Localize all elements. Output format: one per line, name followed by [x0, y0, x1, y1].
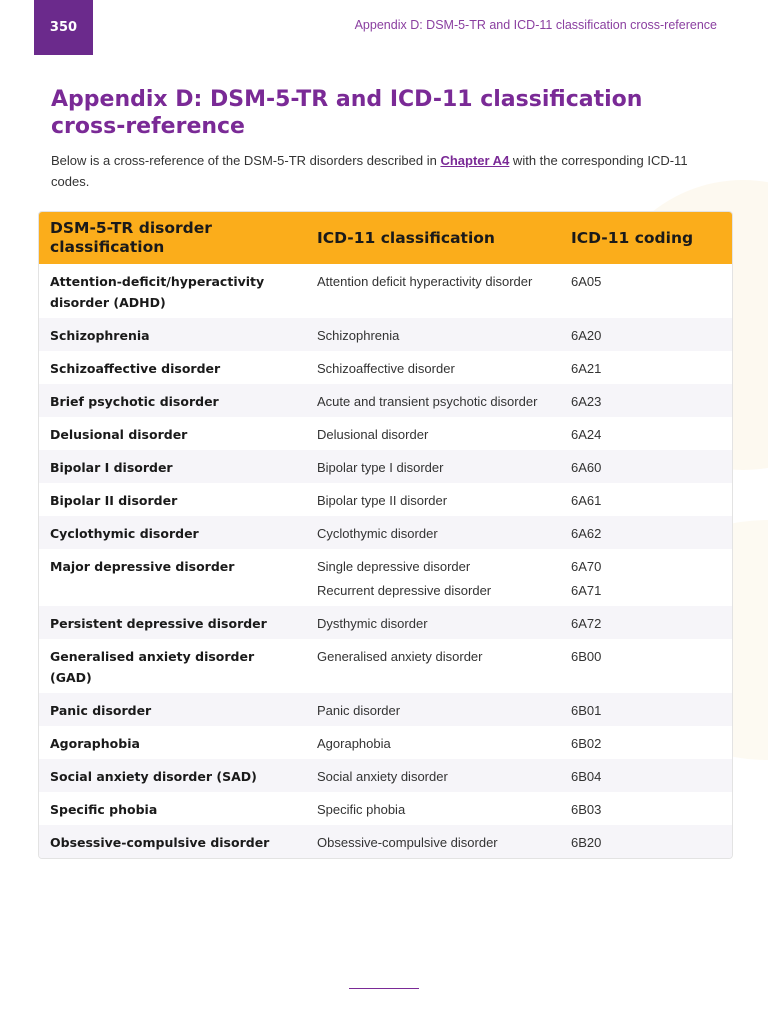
header-icd-coding: ICD-11 coding: [571, 228, 694, 247]
dsm-disorder-cell: Major depressive disorder: [50, 559, 235, 574]
icd-code-text: 6B04: [571, 769, 602, 784]
icd-classification-cell: [306, 391, 560, 412]
icd-code-cell: [560, 325, 732, 346]
icd-code-text: 6B00: [571, 649, 602, 664]
icd-classification-cell: [306, 799, 560, 820]
icd-classification-cell: [306, 646, 560, 688]
icd-classification-text: Agoraphobia: [317, 736, 391, 751]
icd-classification-text: Dysthymic disorder: [317, 616, 428, 631]
icd-classification-text: Bipolar type I disorder: [317, 460, 444, 475]
icd-classification-cell: [306, 700, 560, 721]
icd-classification-text: Single depressive disorder: [317, 559, 471, 574]
icd-classification-cell: [306, 271, 560, 313]
icd-classification-cell: [306, 766, 560, 787]
icd-classification-text: Social anxiety disorder: [317, 769, 448, 784]
table-row: [39, 759, 732, 792]
table-row: [39, 693, 732, 726]
page-number-badge: 350: [34, 0, 93, 55]
page-title: Appendix D: DSM-5-TR and ICD-11 classification cross-reference: [51, 87, 643, 139]
table-row: [39, 549, 732, 606]
dsm-disorder-cell: Bipolar I disorder: [50, 460, 173, 475]
table-row: [39, 483, 732, 516]
icd-classification-text: Acute and transient psychotic disorder: [317, 394, 538, 409]
icd-code-cell: [560, 766, 732, 787]
icd-code-text: 6A70: [571, 559, 602, 574]
icd-code-cell: [560, 490, 732, 511]
icd-classification-text: Generalised anxiety disorder: [317, 649, 483, 664]
icd-code-text: 6A71: [571, 583, 602, 598]
icd-classification-cell: [306, 556, 560, 601]
icd-code-text: 6A20: [571, 328, 602, 343]
icd-code-text: 6B02: [571, 736, 602, 751]
dsm-disorder-cell: Schizophrenia: [50, 328, 150, 343]
icd-classification-cell: [306, 523, 560, 544]
table-row: [39, 264, 732, 318]
dsm-disorder-cell: Attention-deficit/hyperactivity disorder (ADHD): [50, 274, 265, 310]
icd-code-cell: [560, 799, 732, 820]
dsm-disorder-cell: Generalised anxiety disorder (GAD): [50, 649, 255, 685]
icd-code-text: 6A72: [571, 616, 602, 631]
table-header: [39, 212, 732, 264]
icd-code-cell: [560, 457, 732, 478]
intro-text: Below is a cross-reference of the DSM-5-TR disorders described in: [51, 153, 441, 168]
icd-code-text: 6A62: [571, 526, 602, 541]
icd-classification-cell: [306, 424, 560, 445]
icd-code-text: 6B01: [571, 703, 602, 718]
icd-code-text: 6A23: [571, 394, 602, 409]
icd-code-text: 6B20: [571, 835, 602, 850]
table-row: [39, 351, 732, 384]
intro-paragraph: [51, 150, 721, 192]
table-row: [39, 606, 732, 639]
dsm-disorder-cell: Persistent depressive disorder: [50, 616, 267, 631]
dsm-disorder-cell: Specific phobia: [50, 802, 158, 817]
icd-code-cell: [560, 700, 732, 721]
icd-classification-text: Schizophrenia: [317, 328, 400, 343]
icd-code-text: 6A05: [571, 274, 602, 289]
icd-classification-cell: [306, 613, 560, 634]
icd-classification-cell: [306, 325, 560, 346]
dsm-disorder-cell: Brief psychotic disorder: [50, 394, 219, 409]
table-row: [39, 384, 732, 417]
table-row: [39, 639, 732, 693]
icd-code-cell: [560, 424, 732, 445]
icd-classification-text: Schizoaffective disorder: [317, 361, 455, 376]
table-row: [39, 825, 732, 858]
table-row: [39, 417, 732, 450]
dsm-disorder-cell: Obsessive-compulsive disorder: [50, 835, 270, 850]
table-row: [39, 318, 732, 351]
dsm-disorder-cell: Agoraphobia: [50, 736, 140, 751]
icd-code-text: 6A24: [571, 427, 602, 442]
icd-code-cell: [560, 358, 732, 379]
dsm-disorder-cell: Cyclothymic disorder: [50, 526, 199, 541]
icd-code-cell: [560, 613, 732, 634]
icd-classification-cell: [306, 457, 560, 478]
icd-code-text: 6A21: [571, 361, 602, 376]
icd-code-cell: [560, 832, 732, 853]
icd-code-text: 6B03: [571, 802, 602, 817]
icd-classification-text: Panic disorder: [317, 703, 401, 718]
cross-reference-table: [38, 211, 733, 859]
intro-text-end: with the corresponding ICD-11 codes.: [51, 153, 688, 189]
icd-code-cell: [560, 391, 732, 412]
footer-rule: [349, 988, 419, 989]
icd-classification-text: Delusional disorder: [317, 427, 429, 442]
icd-code-text: 6A61: [571, 493, 602, 508]
table-row: [39, 450, 732, 483]
dsm-disorder-cell: Bipolar II disorder: [50, 493, 178, 508]
table-row: [39, 516, 732, 549]
icd-classification-cell: [306, 733, 560, 754]
table-body: [39, 264, 732, 858]
icd-classification-text: Specific phobia: [317, 802, 406, 817]
table-row: [39, 792, 732, 825]
dsm-disorder-cell: Schizoaffective disorder: [50, 361, 221, 376]
header-dsm: DSM-5-TR disorder classification: [50, 219, 212, 256]
icd-code-cell: [560, 523, 732, 544]
icd-classification-cell: [306, 490, 560, 511]
header-icd-classification: ICD-11 classification: [317, 228, 495, 247]
icd-code-text: 6A60: [571, 460, 602, 475]
icd-code-cell: [560, 271, 732, 313]
dsm-disorder-cell: Social anxiety disorder (SAD): [50, 769, 257, 784]
icd-classification-text: Recurrent depressive disorder: [317, 583, 492, 598]
icd-classification-cell: [306, 358, 560, 379]
icd-classification-text: Cyclothymic disorder: [317, 526, 438, 541]
chapter-a4-link[interactable]: Chapter A4: [440, 153, 510, 168]
dsm-disorder-cell: Panic disorder: [50, 703, 152, 718]
running-header: Appendix D: DSM-5-TR and ICD-11 classification cross-reference: [354, 18, 717, 32]
icd-code-cell: [560, 646, 732, 688]
icd-code-cell: [560, 556, 732, 601]
icd-classification-text: Obsessive-compulsive disorder: [317, 835, 498, 850]
dsm-disorder-cell: Delusional disorder: [50, 427, 188, 442]
icd-classification-text: Attention deficit hyperactivity disorder: [317, 274, 533, 289]
icd-classification-text: Bipolar type II disorder: [317, 493, 448, 508]
icd-classification-cell: [306, 832, 560, 853]
table-row: [39, 726, 732, 759]
icd-code-cell: [560, 733, 732, 754]
